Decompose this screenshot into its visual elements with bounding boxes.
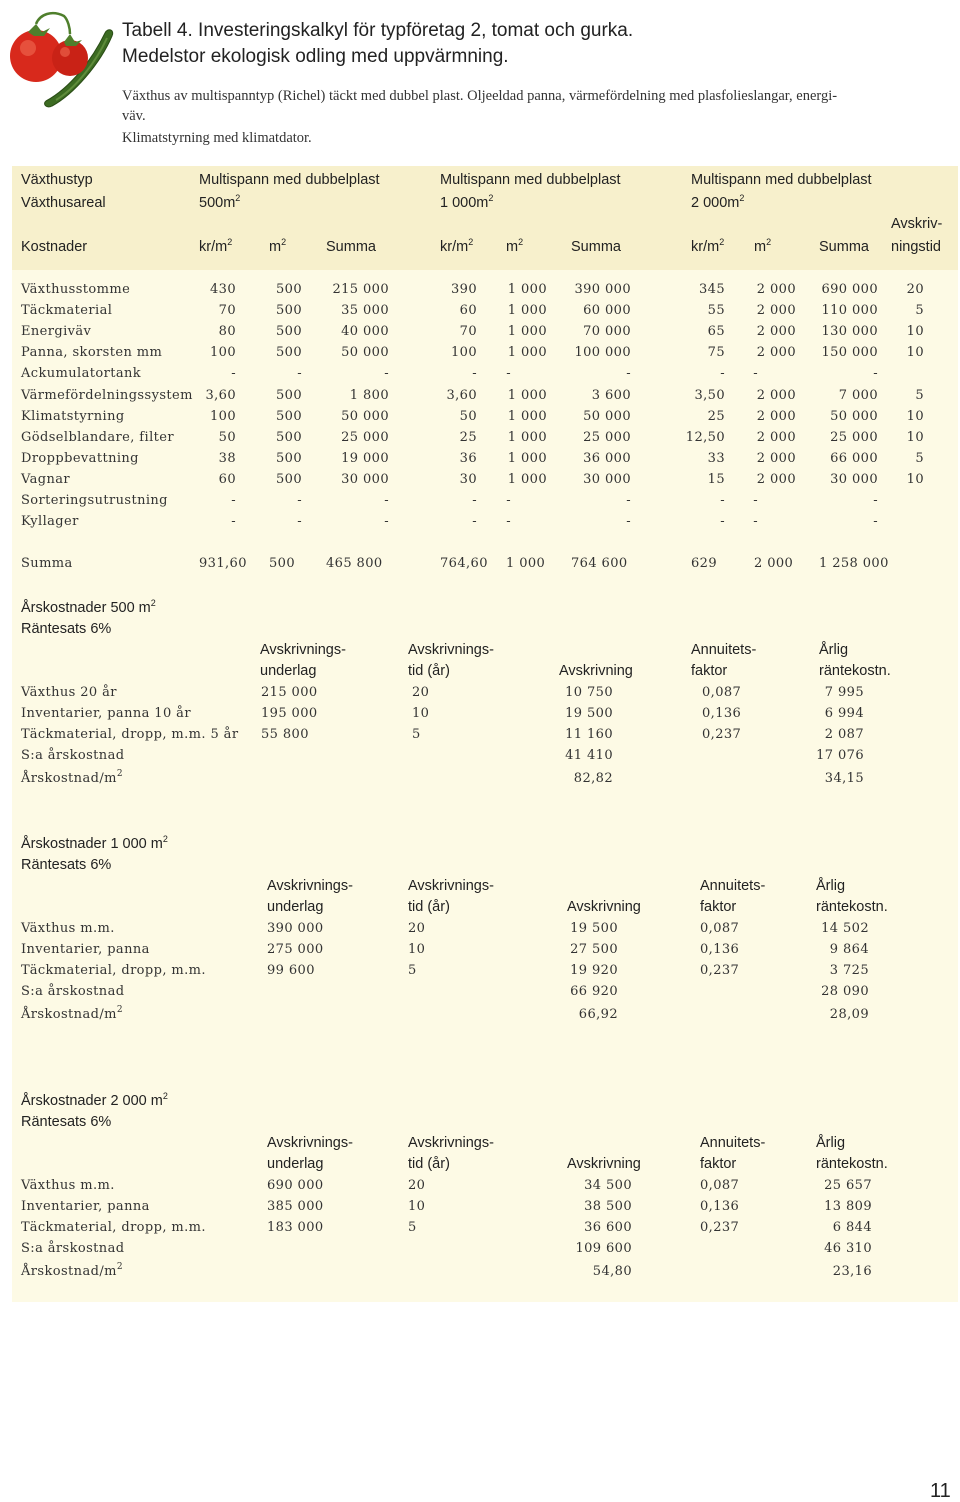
- annual-cell-base: 99 600: [267, 963, 315, 978]
- table-cell: -: [231, 514, 236, 529]
- table-cell: 500: [275, 451, 302, 466]
- table-cell: -: [753, 514, 758, 529]
- annual-cell-interest: 2 087: [824, 727, 864, 742]
- col-header-depreciation-years: Avskrivnings-: [408, 1135, 494, 1151]
- table-cell: 100 000: [574, 345, 631, 360]
- annual-cell-interest: 9 864: [829, 942, 869, 957]
- table-cell: 215 000: [332, 282, 389, 297]
- label-greenhouse-area: Växthusareal: [21, 195, 106, 211]
- table-cell: -: [626, 493, 631, 508]
- table-cell: 500: [275, 282, 302, 297]
- description-line3: Klimatstyrning med klimatdator.: [122, 130, 312, 146]
- table-cell: 25 000: [830, 430, 878, 445]
- table-cell: 25 000: [341, 430, 389, 445]
- annual-sum-label: S:a årskostnad: [21, 984, 125, 999]
- table-cell: 12,50: [685, 430, 725, 445]
- table-cell: 1 000: [507, 451, 547, 466]
- annual-cell-years: 20: [408, 921, 426, 936]
- annual-per-m2-label: Årskostnad/$m^2$: [21, 1262, 123, 1279]
- annual-cell-base: 55 800: [261, 727, 309, 742]
- superscript-two: 2: [468, 237, 474, 247]
- table-cell: -: [873, 366, 878, 381]
- annual-per-m2-depreciation: 66,92: [578, 1007, 618, 1022]
- annual-cell-base: 385 000: [267, 1199, 324, 1214]
- label-greenhouse-type: Växthustyp: [21, 172, 93, 188]
- annual-per-m2-depreciation: 82,82: [573, 771, 613, 786]
- table-cell: -: [506, 493, 511, 508]
- annual-cell-depreciation: 36 600: [584, 1220, 632, 1235]
- col-header-depreciation-base: Avskrivnings-: [260, 642, 346, 658]
- col-header-depreciation-base: Avskrivnings-: [267, 1135, 353, 1151]
- table-row-label: Täckmaterial: [21, 303, 113, 318]
- table-cell: 3,60: [205, 388, 236, 403]
- col-header-depreciation: Avskrivning: [559, 663, 633, 679]
- table-cell: -: [753, 493, 758, 508]
- table-cell: 5: [915, 388, 924, 403]
- table-cell: 70: [218, 303, 236, 318]
- label-costs: Kostnader: [21, 239, 88, 255]
- superscript-two: 2: [116, 1262, 123, 1272]
- table-cell: 10: [906, 472, 924, 487]
- col-header-m2-2: $m^2$: [506, 237, 524, 255]
- annual-cell-interest: 14 502: [821, 921, 869, 936]
- table-cell: 30 000: [583, 472, 631, 487]
- annual-per-m2-depreciation: 54,80: [592, 1264, 632, 1279]
- table-cell: 2 000: [756, 345, 796, 360]
- greenhouse-area-2: 1 $000m^2$: [440, 193, 494, 211]
- table-cell: -: [472, 493, 477, 508]
- table-row-label: Växthusstomme: [21, 282, 131, 297]
- table-cell: -: [231, 366, 236, 381]
- table-cell: -: [753, 366, 758, 381]
- col-header-m2-3: $m^2$: [754, 237, 772, 255]
- table-cell: -: [297, 493, 302, 508]
- table-cell: -: [626, 366, 631, 381]
- annual-per-m2-label: Årskostnad/$m^2$: [21, 769, 123, 786]
- table-cell: 500: [275, 388, 302, 403]
- annual-row-label: Inventarier, panna: [21, 942, 150, 957]
- table-cell: -: [384, 514, 389, 529]
- col-header-depreciation-years: tid (år): [408, 899, 450, 915]
- col-header-annual-interest: räntekostn.: [819, 663, 891, 679]
- col-header-depreciation-base: underlag: [260, 663, 317, 679]
- interest-rate: Räntesats 6%: [21, 857, 112, 873]
- greenhouse-area-1: $500m^2$: [199, 193, 241, 211]
- table-cell: 2 000: [756, 472, 796, 487]
- table-cell: 25: [459, 430, 477, 445]
- annual-row-label: Inventarier, panna: [21, 1199, 150, 1214]
- table-cell: 2 000: [756, 409, 796, 424]
- col-header-annuity-factor: faktor: [691, 663, 728, 679]
- interest-rate: Räntesats 6%: [21, 621, 112, 637]
- table-cell: 500: [275, 303, 302, 318]
- table-cell: 1 000: [507, 430, 547, 445]
- description-line2: väv.: [122, 108, 146, 124]
- superscript-two: 2: [719, 237, 725, 247]
- annual-title: Årskostnader 2 000 $m^2$: [21, 1091, 168, 1109]
- superscript-two: 2: [150, 598, 156, 608]
- table-cell: 2 000: [756, 451, 796, 466]
- table-cell: -: [720, 514, 725, 529]
- table-row-label: Ackumulatortank: [21, 366, 142, 381]
- annual-cell-depreciation: 34 500: [584, 1178, 632, 1193]
- table-cell: 430: [209, 282, 236, 297]
- annual-cell-base: 390 000: [267, 921, 324, 936]
- table-cell: -: [873, 514, 878, 529]
- annual-row-label: Växthus m.m.: [21, 921, 115, 936]
- interest-rate: Räntesats 6%: [21, 1114, 112, 1130]
- table-cell: 60: [218, 472, 236, 487]
- annual-sum-label: S:a årskostnad: [21, 748, 125, 763]
- table-cell: 5: [915, 451, 924, 466]
- page-number: 11: [930, 1480, 951, 1502]
- col-header-depreciation-years: tid (år): [408, 1156, 450, 1172]
- col-header-krm-1: $kr/m^2$: [199, 237, 233, 255]
- table-cell: -: [297, 514, 302, 529]
- total-cell: 465 800: [326, 556, 383, 571]
- annual-cell-factor: 0,136: [702, 706, 742, 721]
- table-cell: 1 000: [507, 303, 547, 318]
- col-header-depreciation: Avskrivning: [567, 899, 641, 915]
- total-cell: 764 600: [571, 556, 628, 571]
- table-cell: 15: [707, 472, 725, 487]
- col-header-annuity-factor: Annuitets-: [700, 878, 766, 894]
- table-row-label: Gödselblandare, filter: [21, 430, 174, 445]
- annual-row-label: Täckmaterial, dropp, m.m.: [21, 963, 206, 978]
- table-cell: 500: [275, 409, 302, 424]
- table-cell: 36: [459, 451, 477, 466]
- table-row-label: Sorteringsutrustning: [21, 493, 168, 508]
- table-cell: 2 000: [756, 324, 796, 339]
- table-row-label: Vagnar: [21, 472, 71, 487]
- annual-cell-interest: 25 657: [824, 1178, 872, 1193]
- total-cell: 1 000: [506, 556, 546, 571]
- table-cell: 5: [915, 303, 924, 318]
- annual-cell-factor: 0,087: [700, 921, 740, 936]
- greenhouse-type-1: Multispann med dubbelplast: [199, 172, 380, 188]
- table-cell: 70: [459, 324, 477, 339]
- table-cell: 7 000: [838, 388, 878, 403]
- total-cell: 629: [691, 556, 718, 571]
- annual-cell-interest: 3 725: [829, 963, 869, 978]
- table-row-label: Energiväv: [21, 324, 92, 339]
- table-cell: 1 000: [507, 324, 547, 339]
- table-cell: 100: [209, 345, 236, 360]
- table-cell: 100: [209, 409, 236, 424]
- annual-cell-years: 5: [408, 963, 417, 978]
- table-row-label: Droppbevattning: [21, 451, 139, 466]
- superscript-two: 2: [162, 834, 168, 844]
- table-cell: 150 000: [821, 345, 878, 360]
- annual-cell-interest: 7 995: [824, 685, 864, 700]
- annual-cell-depreciation: 11 160: [565, 727, 613, 742]
- annual-cell-factor: 0,237: [700, 963, 740, 978]
- table-cell: 70 000: [583, 324, 631, 339]
- table-title-line1: Tabell 4. Investeringskalkyl för typföretag 2, tomat och gurka.: [122, 20, 634, 41]
- table-cell: 10: [906, 409, 924, 424]
- table-cell: 500: [275, 472, 302, 487]
- col-header-annual-interest: Årlig: [819, 642, 849, 658]
- table-cell: -: [720, 366, 725, 381]
- col-header-annual-interest: räntekostn.: [816, 1156, 888, 1172]
- col-header-depreciation-line2: ningstid: [891, 239, 941, 255]
- annual-cell-interest: 6 994: [824, 706, 864, 721]
- annual-cell-depreciation: 27 500: [570, 942, 618, 957]
- superscript-two: 2: [518, 237, 524, 247]
- col-header-annuity-factor: faktor: [700, 899, 737, 915]
- table-cell: 690 000: [821, 282, 878, 297]
- table-cell: 25: [707, 409, 725, 424]
- annual-title: Årskostnader 1 000 $m^2$: [21, 834, 168, 852]
- table-cell: -: [506, 366, 511, 381]
- annual-per-m2-interest: 28,09: [829, 1007, 869, 1022]
- table-cell: 1 000: [507, 409, 547, 424]
- annual-cell-factor: 0,087: [700, 1178, 740, 1193]
- table-cell: 30 000: [830, 472, 878, 487]
- table-cell: 500: [275, 324, 302, 339]
- table-cell: 10: [906, 324, 924, 339]
- table-cell: 1 000: [507, 345, 547, 360]
- table-cell: 3,50: [694, 388, 725, 403]
- table-cell: 10: [906, 345, 924, 360]
- superscript-two: 2: [488, 193, 494, 203]
- table-cell: 110 000: [821, 303, 878, 318]
- annual-cell-depreciation: 38 500: [584, 1199, 632, 1214]
- col-header-annuity-factor: faktor: [700, 1156, 737, 1172]
- table-cell: 1 000: [507, 388, 547, 403]
- annual-row-label: Inventarier, panna 10 år: [21, 706, 191, 721]
- annual-cell-base: 275 000: [267, 942, 324, 957]
- col-header-depreciation-years: Avskrivnings-: [408, 878, 494, 894]
- table-cell: 75: [707, 345, 725, 360]
- superscript-two: 2: [235, 193, 241, 203]
- table-cell: -: [626, 514, 631, 529]
- col-header-annual-interest: räntekostn.: [816, 899, 888, 915]
- table-row-label: Kyllager: [21, 514, 79, 529]
- superscript-two: 2: [739, 193, 745, 203]
- col-header-sum-3: Summa: [819, 239, 869, 255]
- col-header-depreciation: Avskrivning: [567, 1156, 641, 1172]
- table-cell: 3 600: [591, 388, 631, 403]
- tomato-cucumber-icon: [4, 2, 116, 114]
- annual-sum-depreciation: 66 920: [570, 984, 618, 999]
- total-cell: 931,60: [199, 556, 247, 571]
- col-header-sum-1: Summa: [326, 239, 376, 255]
- table-cell: 500: [275, 345, 302, 360]
- superscript-two: 2: [227, 237, 233, 247]
- table-cell: 50 000: [341, 345, 389, 360]
- greenhouse-type-3: Multispann med dubbelplast: [691, 172, 872, 188]
- annual-cell-years: 20: [408, 1178, 426, 1193]
- table-cell: 55: [707, 303, 725, 318]
- annual-per-m2-interest: 34,15: [824, 771, 864, 786]
- table-title-line2: Medelstor ekologisk odling med uppvärmning.: [122, 46, 509, 67]
- table-cell: -: [720, 493, 725, 508]
- superscript-two: 2: [281, 237, 287, 247]
- annual-cell-depreciation: 19 500: [570, 921, 618, 936]
- table-cell: 2 000: [756, 303, 796, 318]
- col-header-depreciation-base: Avskrivnings-: [267, 878, 353, 894]
- total-cell: 500: [269, 556, 296, 571]
- annual-sum-interest: 17 076: [816, 748, 864, 763]
- annual-cell-factor: 0,136: [700, 1199, 740, 1214]
- col-header-m2-1: $m^2$: [269, 237, 287, 255]
- table-cell: 1 800: [349, 388, 389, 403]
- table-cell: 2 000: [756, 282, 796, 297]
- total-cell: 2 000: [754, 556, 794, 571]
- superscript-two: 2: [766, 237, 772, 247]
- superscript-two: 2: [162, 1091, 168, 1101]
- table-cell: 33: [707, 451, 725, 466]
- table-cell: 390: [450, 282, 477, 297]
- table-cell: -: [384, 493, 389, 508]
- table-cell: 60 000: [583, 303, 631, 318]
- annual-sum-depreciation: 109 600: [575, 1241, 632, 1256]
- annual-cell-years: 5: [408, 1220, 417, 1235]
- annual-cell-interest: 6 844: [832, 1220, 872, 1235]
- annual-cell-years: 10: [408, 942, 426, 957]
- table-cell: 36 000: [583, 451, 631, 466]
- annual-per-m2-interest: 23,16: [832, 1264, 872, 1279]
- col-header-annual-interest: Årlig: [816, 1135, 846, 1151]
- annual-sum-label: S:a årskostnad: [21, 1241, 125, 1256]
- col-header-depreciation-years: Avskrivnings-: [408, 642, 494, 658]
- col-header-depreciation-line1: Avskriv-: [891, 216, 943, 232]
- annual-cell-factor: 0,087: [702, 685, 742, 700]
- table-cell: 50 000: [341, 409, 389, 424]
- annual-sum-depreciation: 41 410: [565, 748, 613, 763]
- table-row-label: Klimatstyrning: [21, 409, 125, 424]
- annual-cell-base: 215 000: [261, 685, 318, 700]
- table-cell: 2 000: [756, 430, 796, 445]
- table-cell: -: [297, 366, 302, 381]
- annual-row-label: Täckmaterial, dropp, m.m. 5 år: [21, 727, 239, 742]
- annual-cell-base: 183 000: [267, 1220, 324, 1235]
- table-cell: -: [506, 514, 511, 529]
- col-header-krm-2: $kr/m^2$: [440, 237, 474, 255]
- table-cell: 50 000: [830, 409, 878, 424]
- table-cell: 65: [707, 324, 725, 339]
- table-cell: 66 000: [830, 451, 878, 466]
- table-cell: 20: [906, 282, 924, 297]
- table-cell: 30 000: [341, 472, 389, 487]
- col-header-sum-2: Summa: [571, 239, 621, 255]
- annual-per-m2-label: Årskostnad/$m^2$: [21, 1005, 123, 1022]
- annual-cell-factor: 0,237: [700, 1220, 740, 1235]
- col-header-annuity-factor: Annuitets-: [700, 1135, 766, 1151]
- annual-cell-base: 690 000: [267, 1178, 324, 1193]
- total-cell: 764,60: [440, 556, 488, 571]
- table-cell: -: [873, 493, 878, 508]
- annual-row-label: Växthus 20 år: [21, 685, 117, 700]
- superscript-two: 2: [116, 1005, 123, 1015]
- table-cell: 35 000: [341, 303, 389, 318]
- col-header-depreciation-years: tid (år): [408, 663, 450, 679]
- table-cell: 40 000: [341, 324, 389, 339]
- table-cell: 345: [698, 282, 725, 297]
- table-cell: -: [472, 514, 477, 529]
- total-cell: 1 258 000: [819, 556, 889, 571]
- col-header-krm-3: $kr/m^2$: [691, 237, 725, 255]
- table-cell: 50: [459, 409, 477, 424]
- table-cell: 38: [218, 451, 236, 466]
- total-row-label: Summa: [21, 556, 73, 571]
- annual-sum-interest: 46 310: [824, 1241, 872, 1256]
- col-header-annual-interest: Årlig: [816, 878, 846, 894]
- table-cell: 1 000: [507, 282, 547, 297]
- col-header-depreciation-base: underlag: [267, 899, 324, 915]
- annual-cell-years: 5: [412, 727, 421, 742]
- superscript-two: 2: [116, 769, 123, 779]
- table-cell: 50 000: [583, 409, 631, 424]
- annual-title: Årskostnader 500 $m^2$: [21, 598, 156, 616]
- greenhouse-area-3: 2 $000m^2$: [691, 193, 745, 211]
- table-row-label: Värmefördelningssystem: [21, 388, 193, 403]
- annual-cell-depreciation: 19 500: [565, 706, 613, 721]
- col-header-annuity-factor: Annuitets-: [691, 642, 757, 658]
- annual-cell-years: 10: [412, 706, 430, 721]
- table-cell: 50: [218, 430, 236, 445]
- greenhouse-type-2: Multispann med dubbelplast: [440, 172, 621, 188]
- table-cell: 30: [459, 472, 477, 487]
- annual-cell-base: 195 000: [261, 706, 318, 721]
- annual-cell-depreciation: 19 920: [570, 963, 618, 978]
- table-cell: 3,60: [446, 388, 477, 403]
- table-cell: -: [472, 366, 477, 381]
- table-cell: 100: [450, 345, 477, 360]
- table-cell: 390 000: [574, 282, 631, 297]
- annual-cell-factor: 0,136: [700, 942, 740, 957]
- table-cell: 1 000: [507, 472, 547, 487]
- annual-cell-years: 10: [408, 1199, 426, 1214]
- table-cell: -: [231, 493, 236, 508]
- table-cell: 19 000: [341, 451, 389, 466]
- table-cell: 80: [218, 324, 236, 339]
- annual-cell-interest: 13 809: [824, 1199, 872, 1214]
- table-row-label: Panna, skorsten mm: [21, 345, 163, 360]
- annual-sum-interest: 28 090: [821, 984, 869, 999]
- annual-row-label: Täckmaterial, dropp, m.m.: [21, 1220, 206, 1235]
- table-cell: 10: [906, 430, 924, 445]
- table-cell: 25 000: [583, 430, 631, 445]
- table-cell: -: [384, 366, 389, 381]
- annual-row-label: Växthus m.m.: [21, 1178, 115, 1193]
- annual-cell-depreciation: 10 750: [565, 685, 613, 700]
- annual-cell-years: 20: [412, 685, 430, 700]
- table-cell: 2 000: [756, 388, 796, 403]
- annual-cell-factor: 0,237: [702, 727, 742, 742]
- table-cell: 500: [275, 430, 302, 445]
- table-cell: 60: [459, 303, 477, 318]
- table-cell: 130 000: [821, 324, 878, 339]
- col-header-depreciation-base: underlag: [267, 1156, 324, 1172]
- description-line1: Växthus av multispanntyp (Richel) täckt med dubbel plast. Oljeeldad panna, värmefördelning med plasfolieslangar, energi-: [122, 88, 838, 104]
